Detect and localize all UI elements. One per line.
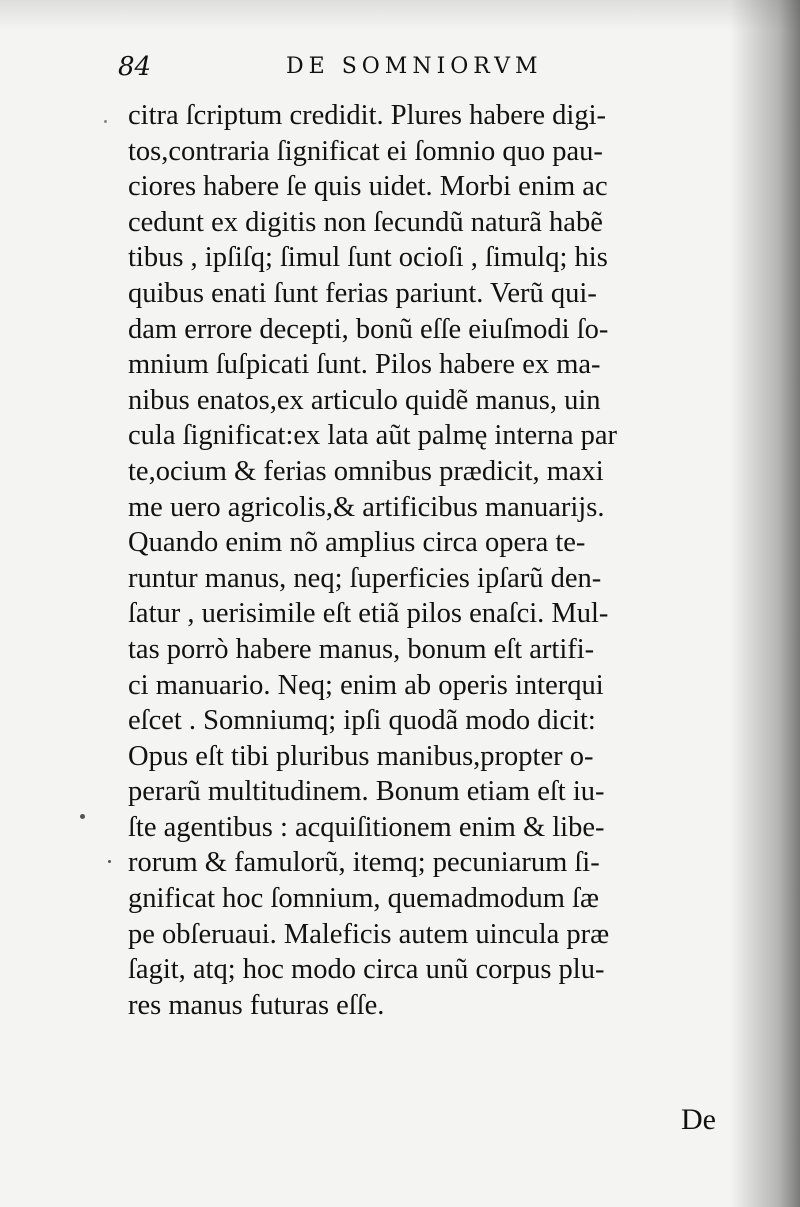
text-line: dam errore decepti, bonũ eſſe eiuſmodi ſo- — [128, 313, 609, 345]
text-line: tibus , ipſiſq; ſimul ſunt ocioſi , ſimulq; his — [128, 242, 608, 274]
running-head: DE SOMNIORVM — [286, 54, 543, 79]
body-text — [128, 98, 748, 1023]
margin-mark — [80, 814, 85, 819]
text-line: cula ſignificat:ex lata aũt palmę interna par — [128, 420, 618, 452]
page-header — [118, 52, 638, 92]
text-line: Quando enim nõ amplius circa opera te- — [128, 527, 586, 559]
text-line: mnium ſuſpicati ſunt. Pilos habere ex ma- — [128, 349, 601, 381]
catchword: De — [681, 1103, 716, 1136]
text-line: ciores habere ſe quis uidet. Morbi enim ac — [128, 171, 608, 203]
margin-mark — [104, 120, 107, 123]
text-line: te,ocium & ferias omnibus prædicit, maxi — [128, 455, 604, 487]
text-line: runtur manus, neq; ſuperficies ipſarũ den- — [128, 562, 602, 594]
text-line: pe obſeruaui. Maleficis autem uincula præ — [128, 918, 610, 950]
text-line: gnificat hoc ſomnium, quemadmodum ſæ — [128, 883, 599, 915]
text-line: nibus enatos,ex articulo quidẽ manus, uin — [128, 384, 601, 416]
text-line: eſcet . Somniumq; ipſi quodã modo dicit: — [128, 705, 596, 737]
page-number: 84 — [118, 52, 152, 82]
text-line: citra ſcriptum credidit. Plures habere digi- — [128, 100, 607, 131]
text-line: tas porrò habere manus, bonum eſt artifi- — [128, 633, 595, 665]
text-line: ſatur , uerisimile eſt etiã pilos enaſci. Mul- — [128, 598, 609, 630]
text-line: me uero agricolis,& artificibus manuarijs. — [128, 491, 605, 523]
text-line: ſte agentibus : acquiſitionem enim & libe- — [128, 811, 605, 843]
text-line: Opus eſt tibi pluribus manibus,propter o- — [128, 740, 594, 772]
text-line: rorum & famulorũ, itemq; pecuniarum ſi- — [128, 847, 600, 879]
text-line: cedunt ex digitis non ſecundũ naturã habẽ — [128, 206, 603, 238]
text-line: quibus enati ſunt ferias pariunt. Verũ qui- — [128, 277, 597, 309]
text-line: tos,contraria ſignificat ei ſomnio quo pau- — [128, 135, 603, 167]
text-line: ci manuario. Neq; enim ab operis interqui — [128, 669, 604, 701]
text-line: perarũ multitudinem. Bonum etiam eſt iu- — [128, 776, 605, 808]
text-line: res manus futuras eſſe. — [128, 989, 385, 1021]
text-line: ſagit, atq; hoc modo circa unũ corpus plu- — [128, 954, 605, 986]
margin-mark — [108, 860, 111, 863]
